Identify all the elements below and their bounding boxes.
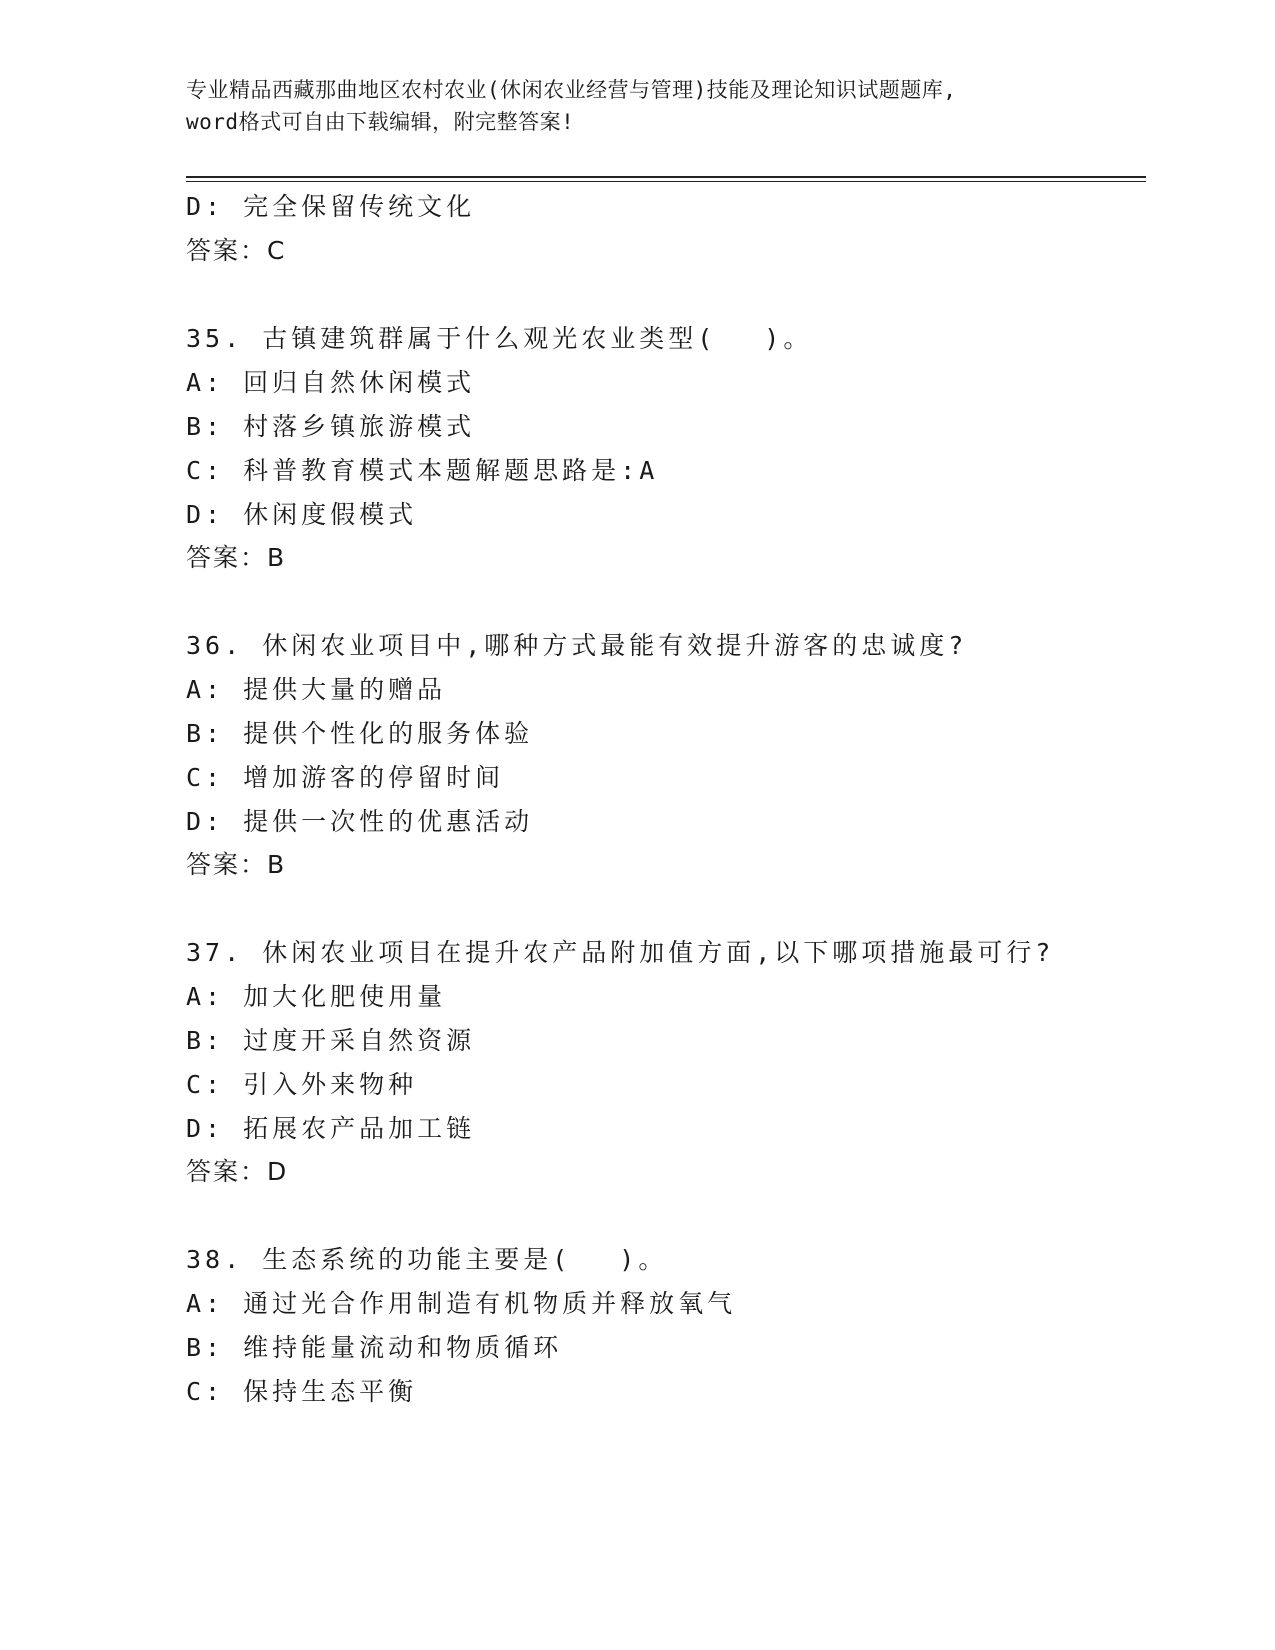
question-36-option-b: B: 提供个性化的服务体验 (186, 719, 534, 748)
question-35-option-c: C: 科普教育模式本题解题思路是:A (186, 456, 659, 485)
question-35-stem: 35. 古镇建筑群属于什么观光农业类型( )。 (186, 324, 813, 353)
answer-line: 答案：C (186, 236, 287, 265)
question-36-option-d: D: 提供一次性的优惠活动 (186, 807, 534, 836)
question-37-option-a: A: 加大化肥使用量 (186, 982, 447, 1011)
header-title-line-2: word格式可自由下载编辑，附完整答案! (186, 110, 575, 134)
question-35-option-b: B: 村落乡镇旅游模式 (186, 412, 476, 441)
question-37-stem: 37. 休闲农业项目在提升农产品附加值方面,以下哪项措施最可行? (186, 938, 1055, 967)
question-36-option-c: C: 增加游客的停留时间 (186, 763, 505, 792)
document-header (186, 74, 1086, 138)
header-divider-thick (186, 176, 1146, 178)
question-38-option-a: A: 通过光合作用制造有机物质并释放氧气 (186, 1289, 737, 1318)
question-36-answer: 答案：B (186, 850, 287, 879)
question-35-option-d: D: 休闲度假模式 (186, 500, 418, 529)
option-d: D: 完全保留传统文化 (186, 192, 476, 221)
question-37-option-c: C: 引入外来物种 (186, 1070, 418, 1099)
header-divider-thin (186, 181, 1146, 182)
question-37-option-d: D: 拓展农产品加工链 (186, 1114, 476, 1143)
question-37-option-b: B: 过度开采自然资源 (186, 1026, 476, 1055)
question-35-option-a: A: 回归自然休闲模式 (186, 368, 476, 397)
question-36-stem: 36. 休闲农业项目中,哪种方式最能有效提升游客的忠诚度? (186, 631, 968, 660)
question-37-answer: 答案：D (186, 1157, 289, 1186)
question-35-answer: 答案：B (186, 543, 287, 572)
question-38-option-c: C: 保持生态平衡 (186, 1377, 418, 1406)
question-38-option-b: B: 维持能量流动和物质循环 (186, 1333, 563, 1362)
header-title-line-1: 专业精品西藏那曲地区农村农业(休闲农业经营与管理)技能及理论知识试题题库, (186, 78, 957, 102)
question-38-stem: 38. 生态系统的功能主要是( )。 (186, 1245, 668, 1274)
question-36-option-a: A: 提供大量的赠品 (186, 675, 447, 704)
